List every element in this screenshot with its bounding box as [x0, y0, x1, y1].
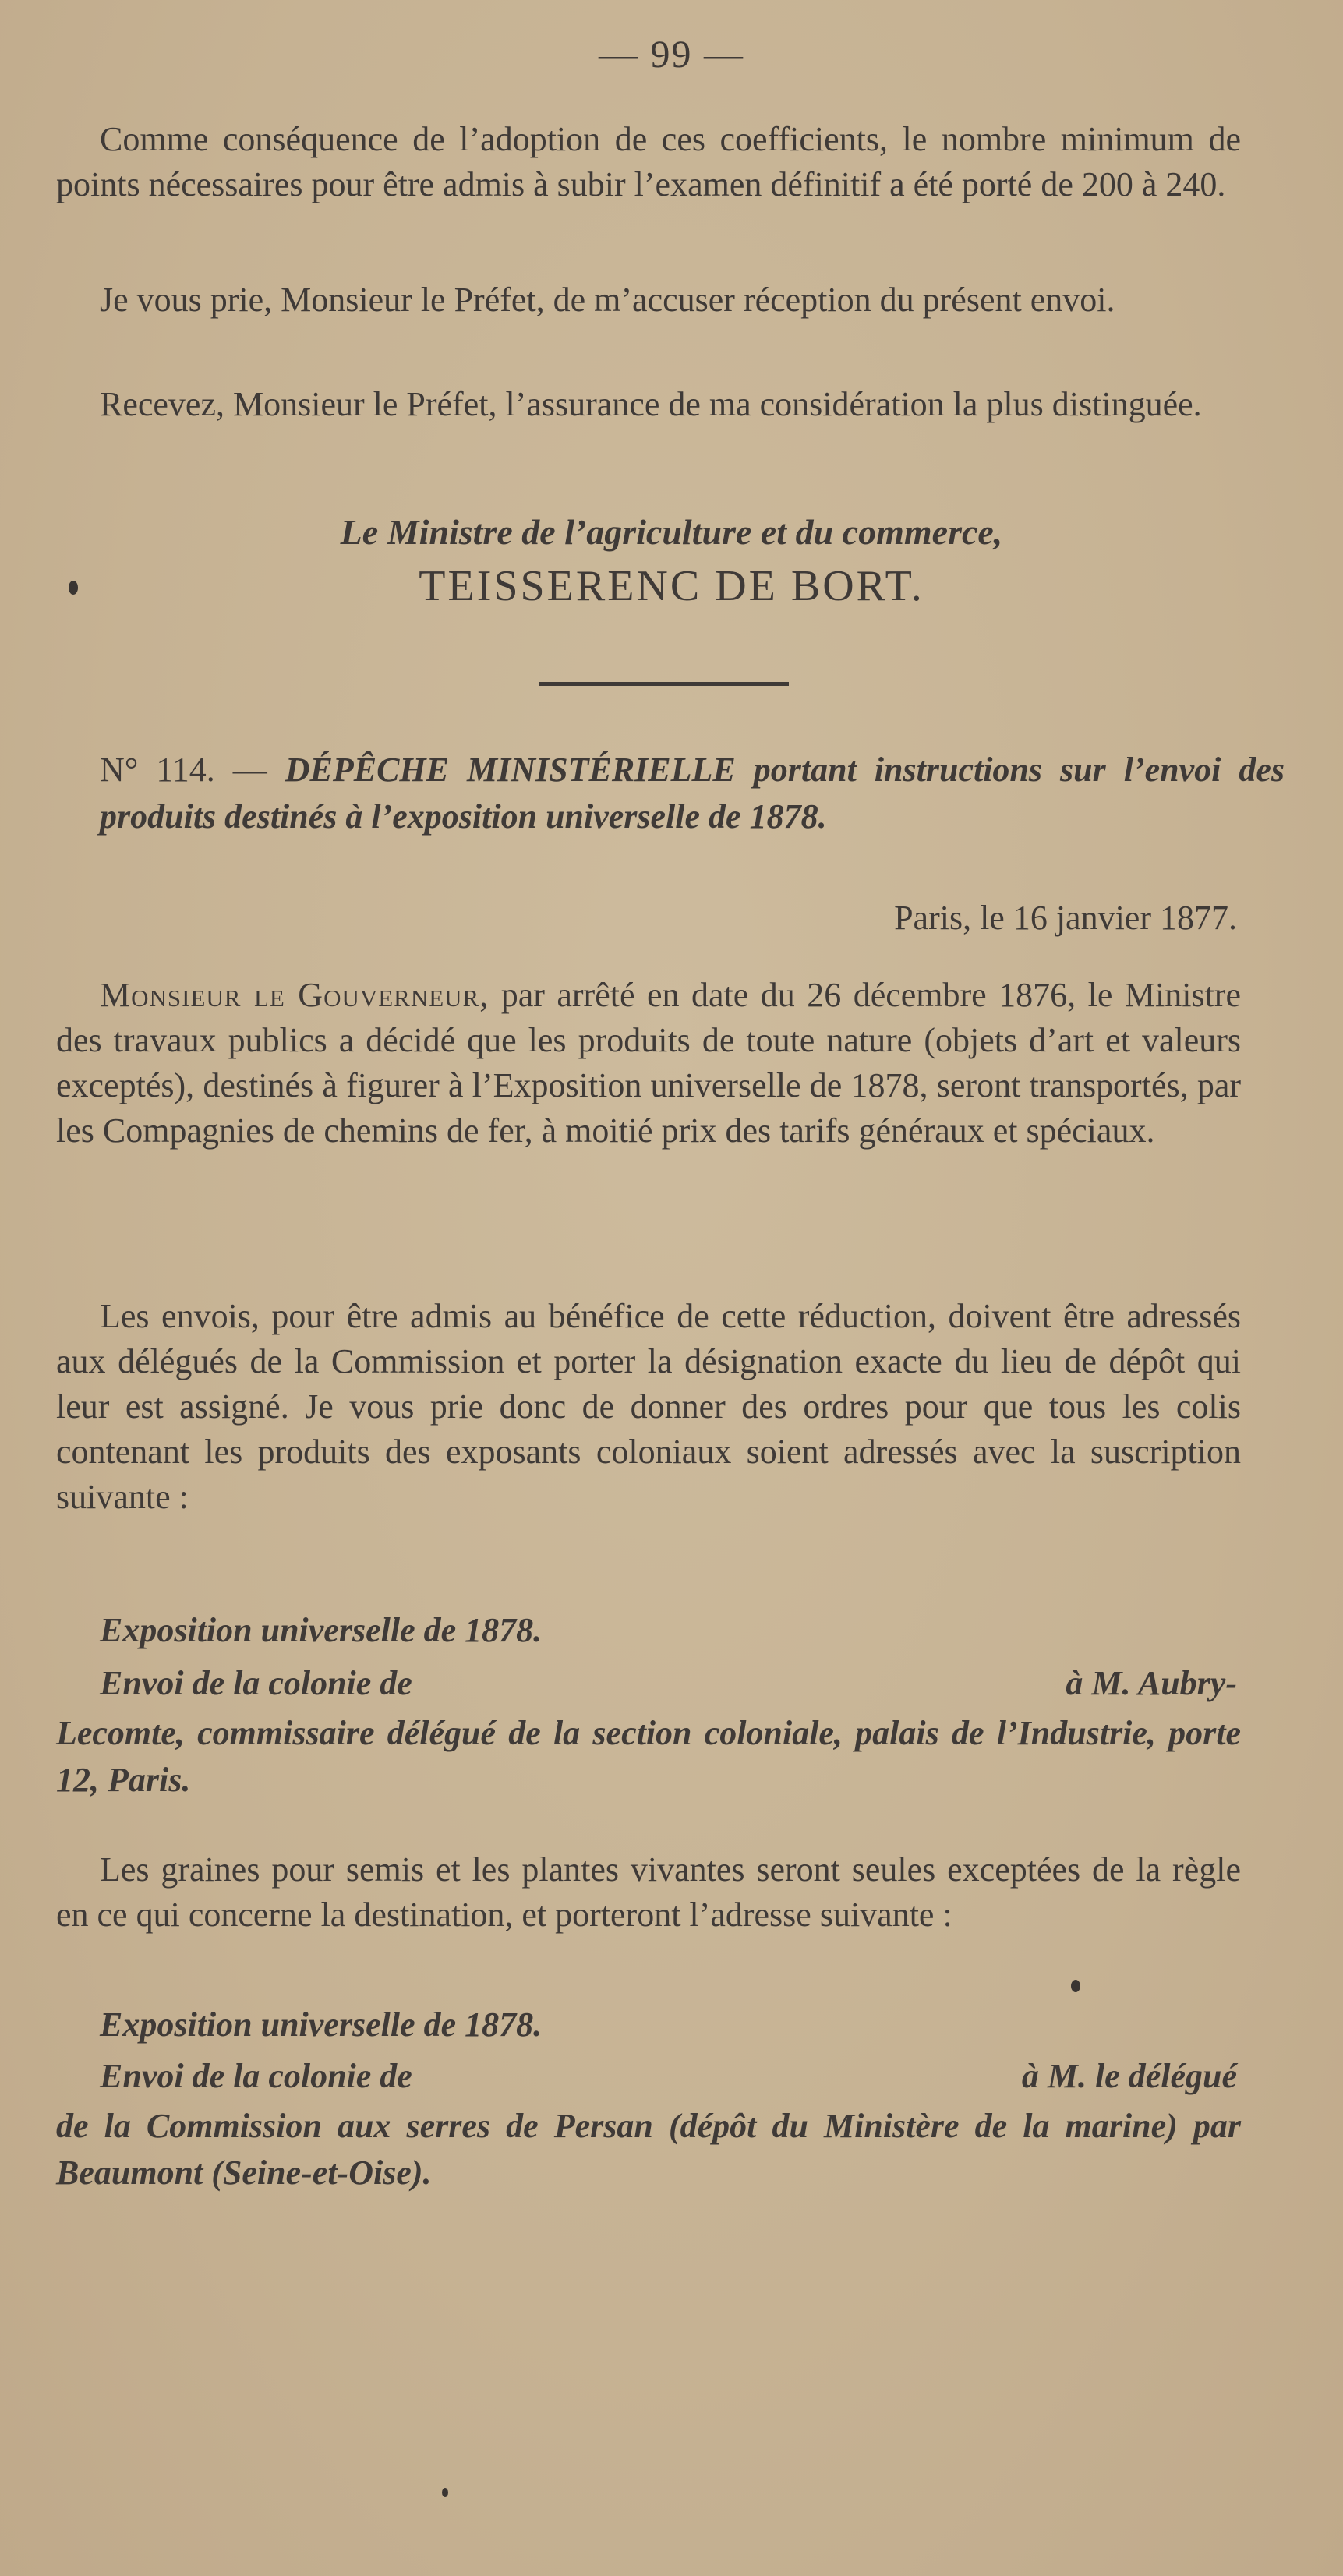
- address1-line1: Exposition universelle de 1878.: [100, 1611, 543, 1649]
- paragraph-accuser-reception: Je vous prie, Monsieur le Préfet, de m’accuser réception du présent envoi.: [100, 281, 1115, 319]
- address2-line2-right: à M. le délégué: [1021, 2057, 1237, 2095]
- address2-line1: Exposition universelle de 1878.: [100, 2005, 543, 2044]
- ink-mark: [1071, 1980, 1080, 1992]
- address1-line2-right: à M. Aubry-: [1066, 1664, 1237, 1702]
- dispatch-title: DÉPÊCHE MINISTÉRIELLE: [285, 751, 736, 789]
- paragraph-envois: Les envois, pour être admis au bénéfice de cette réduction, doivent être adressés aux délégués de la Commission et porter la désignation exacte du lieu de dépôt qui leur est assigné. Je vous prie donc de donner des ordres pour que tous les colis contenant les produits des exposants coloniaux soient adressés avec la suscription suivante :: [56, 1297, 1241, 1516]
- address2-line2-left: Envoi de la colonie de: [100, 2057, 412, 2095]
- paragraph-arrete: [56, 973, 1241, 1154]
- paragraph-arrete-text: par arrêté en date du 26 décembre 1876, le Ministre des travaux publics a décidé que les produits de toute nature (objets d’art et valeurs exceptés), destinés à figurer à l’Exposition universelle de 1878, seront transportés, par les Compagnies de chemins de fer, à moitié prix des tarifs généraux et spéciaux.: [56, 976, 1241, 1150]
- signature-title: Le Ministre de l’agriculture et du commerce,: [340, 512, 1003, 552]
- page-number: — 99 —: [599, 32, 744, 76]
- dispatch-subject: portant instructions sur l’envoi des produits destinés à l’exposition universelle de 1878.: [100, 751, 1285, 836]
- paragraph-graines: Les graines pour semis et les plantes vivantes seront seules exceptées de la règle en ce qui concerne la destination, et porteront l’adresse suivante :: [56, 1850, 1241, 1934]
- ink-mark: [442, 2488, 448, 2497]
- dispatch-number: N° 114. —: [100, 751, 267, 789]
- signature-name: TEISSERENC DE BORT.: [419, 562, 924, 610]
- dispatch-heading: [56, 747, 1285, 840]
- paragraph-coefficients: Comme conséquence de l’adoption de ces coefficients, le nombre minimum de points nécessaires pour être admis à subir l’examen définitif a été porté de 200 à 240.: [56, 120, 1241, 203]
- paragraph-closing: Recevez, Monsieur le Préfet, l’assurance de ma considération la plus distinguée.: [100, 385, 1202, 423]
- address1-line2-left: Envoi de la colonie de: [100, 1664, 412, 1702]
- address2-rest: de la Commission aux serres de Persan (dépôt du Ministère de la marine) par Beaumont (Seine-et-Oise).: [56, 2107, 1241, 2192]
- dateline: Paris, le 16 janvier 1877.: [894, 899, 1237, 937]
- separator-rule: [539, 682, 789, 686]
- address1-rest: Lecomte, commissaire délégué de la section coloniale, palais de l’Industrie, porte 12, Paris.: [56, 1714, 1241, 1799]
- salutation: Monsieur le Gouverneur,: [100, 976, 489, 1014]
